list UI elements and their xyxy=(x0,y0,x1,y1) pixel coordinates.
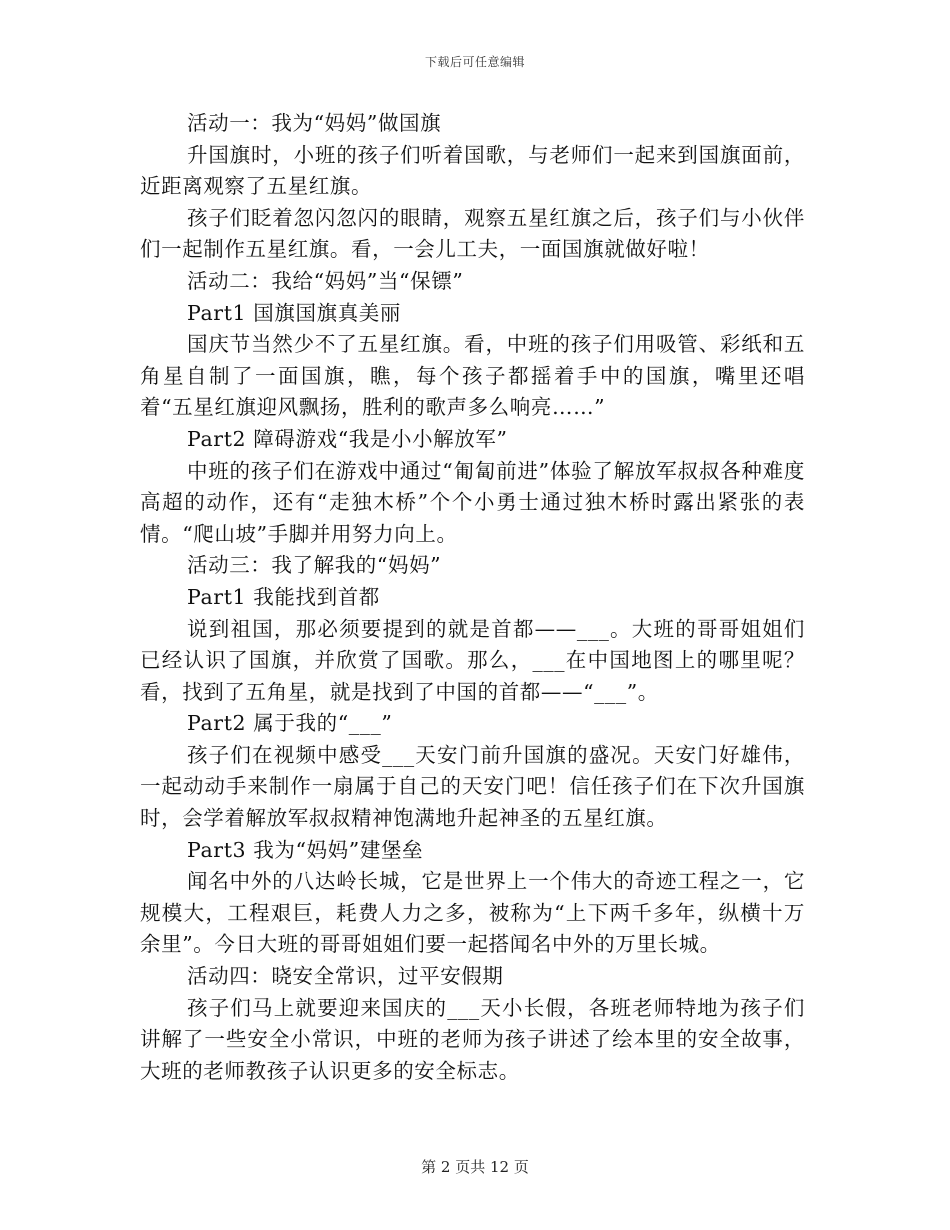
page-header-note: 下载后可任意编辑 xyxy=(424,55,525,69)
body-paragraph: 说到祖国，那必须要提到的就是首都——___。大班的哥哥姐姐们已经认识了国旗，并欣赏了国歌。那么，___在中国地图上的哪里呢？看，找到了五角星，就是找到了中国的首都——“___”。 xyxy=(140,616,805,704)
activity-2-heading: 活动二：我给“妈妈”当“保镖” xyxy=(187,268,464,293)
body-paragraph: 孩子们在视频中感受___天安门前升国旗的盛况。天安门好雄伟，一起动动手来制作一扇属于自己的天安门吧！信任孩子们在下次升国旗时，会学着解放军叔叔精神饱满地升起神圣的五星红旗。 xyxy=(140,742,805,831)
part-heading: Part1 我能找到首都 xyxy=(187,584,380,609)
body-paragraph: 升国旗时，小班的孩子们听着国歌，与老师们一起来到国旗面前，近距离观察了五星红旗。 xyxy=(140,142,805,199)
part-heading: Part2 属于我的“___” xyxy=(187,711,393,736)
body-paragraph: 孩子们眨着忽闪忽闪的眼睛，观察五星红旗之后，孩子们与小伙伴们一起制作五星红旗。看，一会儿工夫，一面国旗就做好啦！ xyxy=(140,205,805,262)
part-heading: Part2 障碍游戏“我是小小解放军” xyxy=(187,426,508,451)
body-paragraph: 孩子们马上就要迎来国庆的___天小长假，各班老师特地为孩子们讲解了一些安全小常识，中班的老师为孩子讲述了绘本里的安全故事，大班的老师教孩子认识更多的安全标志。 xyxy=(140,995,805,1083)
activity-3-heading: 活动三：我了解我的“妈妈” xyxy=(187,553,442,578)
document-body xyxy=(140,108,805,1087)
body-paragraph: 国庆节当然少不了五星红旗。看，中班的孩子们用吸管、彩纸和五角星自制了一面国旗，瞧，每个孩子都摇着手中的国旗，嘴里还唱着“五星红旗迎风飘扬，胜利的歌声多么响亮……” xyxy=(140,332,805,420)
part-heading: Part1 国旗国旗真美丽 xyxy=(187,300,401,325)
body-paragraph: 闻名中外的八达岭长城，它是世界上一个伟大的奇迹工程之一，它规模大，工程艰巨，耗费人力之多，被称为“上下两千多年，纵横十万余里”。今日大班的哥哥姐姐们要一起搭闻名中外的万里长城。 xyxy=(140,869,805,957)
activity-1-heading: 活动一：我为“妈妈”做国旗 xyxy=(187,111,442,135)
activity-4-heading: 活动四：晓安全常识，过平安假期 xyxy=(187,964,504,989)
part-heading: Part3 我为“妈妈”建堡垒 xyxy=(187,837,424,862)
body-paragraph: 中班的孩子们在游戏中通过“匍匐前进”体验了解放军叔叔各种难度高超的动作，还有“走独木桥”个个小勇士通过独木桥时露出紧张的表情。“爬山坡”手脚并用努力向上。 xyxy=(140,458,805,546)
page-number: 第 2 页共 12 页 xyxy=(421,1158,529,1176)
